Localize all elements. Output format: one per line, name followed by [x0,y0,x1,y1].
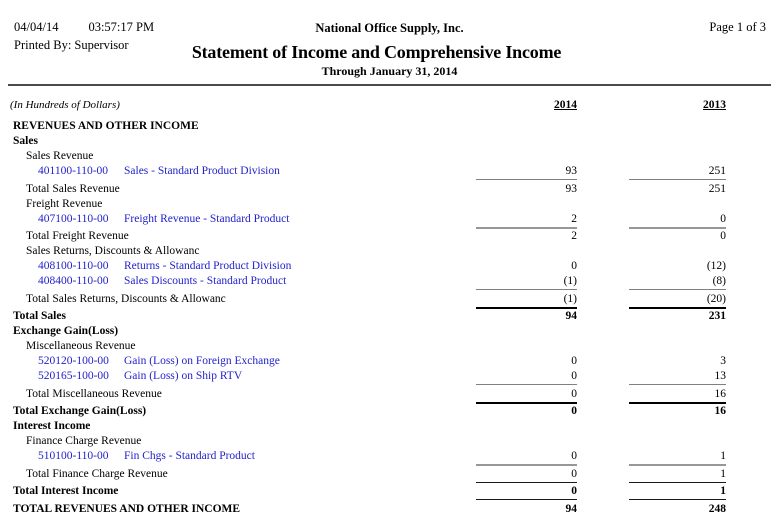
value-2014: 0 [476,369,577,385]
group-row [0,149,779,164]
account-row [0,274,779,289]
value-2014: 0 [571,405,577,417]
row-label: Total Miscellaneous Revenue [26,387,162,400]
value-2013: 16 [629,387,726,404]
account-label[interactable] [0,212,289,227]
value-2013: 0 [629,212,726,229]
row-label: Total Exchange Gain(Loss) [13,405,147,417]
section-row [0,419,779,434]
account-description-link[interactable]: Sales - Standard Product Division [124,165,280,177]
row-label: Total Sales Revenue [26,182,120,195]
account-row [0,259,779,274]
account-number-link[interactable]: 520120-100-00 [38,355,109,367]
account-label[interactable] [0,164,280,179]
row-label: Sales Returns, Discounts & Allowanc [26,245,200,257]
account-description-link[interactable]: Fin Chgs - Standard Product [124,450,255,462]
account-row [0,212,779,227]
total-row [0,309,779,324]
value-2013: (8) [629,274,726,290]
account-description-link[interactable]: Gain (Loss) on Foreign Exchange [124,355,280,367]
subtotal-row [0,387,779,402]
value-2013: 251 [708,182,726,195]
report-time: 03:57:17 PM [88,20,155,34]
value-2014: 0 [476,449,577,466]
statement-table [0,97,779,517]
page-indicator: Page 1 of 3 [709,20,766,34]
account-number-link[interactable]: 408100-110-00 [38,260,109,272]
company-name: National Office Supply, Inc. [315,21,464,35]
row-label: Total Sales Returns, Discounts & Allowanc [26,292,226,305]
value-2013: 231 [708,310,726,322]
account-row [0,164,779,179]
value-2014: (1) [476,274,577,290]
report-title: Statement of Income and Comprehensive Income [191,42,562,62]
row-label: TOTAL REVENUES AND OTHER INCOME [13,502,241,515]
account-row [0,354,779,369]
printed-by: Printed By: Supervisor [14,38,129,52]
value-2014: 94 [565,310,577,322]
section-row [0,119,779,134]
row-label: Total Freight Revenue [26,230,129,242]
value-2013: 0 [720,230,726,242]
account-description-link[interactable]: Freight Revenue - Standard Product [124,212,290,225]
total-row [0,484,779,499]
row-label: Total Interest Income [13,485,119,497]
group-row [0,434,779,449]
value-2013: 16 [714,405,726,417]
report-period: Through January 31, 2014 [321,64,458,78]
value-2013: 3 [720,355,726,367]
total-row [0,404,779,419]
column-header-2014: 2014 [554,99,577,111]
value-2014: 0 [476,467,577,483]
grandtotal-row [0,502,779,517]
section-row [0,134,779,149]
subtotal-row [0,182,779,197]
value-2014: 0 [571,355,577,367]
row-label: Finance Charge Revenue [26,435,142,447]
account-label[interactable] [0,449,255,464]
account-description-link[interactable]: Gain (Loss) on Ship RTV [124,370,243,382]
value-2014: 94 [565,502,577,515]
account-row [0,449,779,464]
value-2014: 2 [571,230,577,242]
units-note: (In Hundreds of Dollars) [10,99,120,111]
account-row [0,369,779,384]
account-number-link[interactable]: 408400-110-00 [38,275,109,287]
row-label: Sales Revenue [26,150,94,162]
value-2013: 248 [708,502,726,515]
account-number-link[interactable]: 510100-110-00 [38,450,109,462]
value-2014: 0 [476,387,577,404]
column-header-2013: 2013 [703,99,726,111]
report-date: 04/04/14 [14,20,59,34]
value-2013: 1 [629,467,726,483]
row-label: Interest Income [13,420,91,432]
value-2014: (1) [476,292,577,309]
value-2014: 0 [476,484,577,500]
account-label[interactable] [0,274,286,289]
row-label: Freight Revenue [26,197,103,210]
account-label[interactable] [0,259,291,274]
subtotal-row [0,467,779,482]
section-row [0,324,779,339]
value-2014: 0 [571,260,577,272]
account-number-link[interactable]: 401100-110-00 [38,165,109,177]
value-2013: 1 [629,484,726,500]
statement-rows [0,119,779,517]
group-row [0,339,779,354]
column-header-row [0,97,779,113]
group-row [0,197,779,212]
value-2013: (20) [629,292,726,309]
value-2014: 2 [476,212,577,229]
row-label: Miscellaneous Revenue [26,340,136,352]
value-2013: 1 [629,449,726,466]
account-label[interactable] [0,354,280,369]
value-2013: 13 [629,369,726,385]
account-description-link[interactable]: Sales Discounts - Standard Product [124,275,287,287]
account-label[interactable] [0,369,242,384]
value-2013: 251 [629,164,726,180]
row-label: REVENUES AND OTHER INCOME [13,120,199,132]
row-label: Total Finance Charge Revenue [26,467,168,480]
row-label: Total Sales [13,310,66,322]
account-number-link[interactable]: 407100-110-00 [38,212,109,225]
value-2014: 93 [565,182,577,195]
subtotal-row [0,292,779,307]
group-row [0,244,779,259]
account-description-link[interactable]: Returns - Standard Product Division [124,260,292,272]
row-label: Sales [13,135,38,147]
header-divider [8,84,771,86]
account-number-link[interactable]: 520165-100-00 [38,370,109,382]
value-2014: 93 [476,164,577,180]
subtotal-row [0,229,779,244]
row-label: Exchange Gain(Loss) [13,325,119,337]
value-2013: (12) [706,260,726,272]
